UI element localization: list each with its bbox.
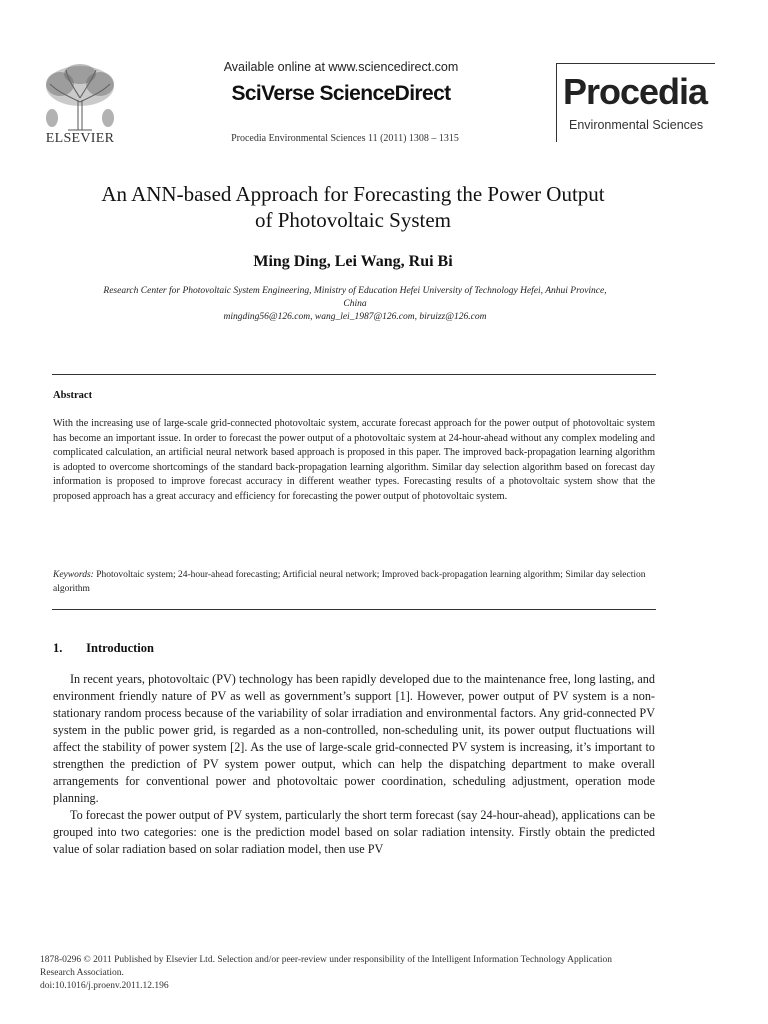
- paper-title-line: of Photovoltaic System: [255, 208, 451, 232]
- journal-citation: Procedia Environmental Sciences 11 (2011) 1308 – 1315: [231, 133, 459, 144]
- author-emails: mingding56@126.com, wang_lei_1987@126.com, biruizz@126.com: [223, 312, 487, 322]
- copyright-line: Research Association.: [40, 968, 124, 978]
- affiliation-line: Research Center for Photovoltaic System Engineering, Ministry of Education Hefei University of Technology Hefei, Anhui Province,: [103, 286, 607, 296]
- page-footer: [40, 954, 730, 993]
- paper-title-line: An ANN-based Approach for Forecasting the Power Output: [101, 182, 605, 206]
- journal-brand: Procedia: [563, 71, 708, 112]
- abstract-text: With the increasing use of large-scale grid-connected photovoltaic system, accurate forecast approach for the power output of photovoltaic system has become an important issue. In order to forecast the power output of a photovoltaic system at 24-hour-ahead without any complex modeling and complicated calculation, an artificial neural network based approach is proposed in this paper. The improved back-propagation learning algorithm is adopted to overcome shortcomings of the standard back-propagation learning algorithm. Similar day selection algorithm based on forecast day information is proposed to improve forecast accuracy in different weather types. Forecasting results of a photovoltaic system show that the proposed approach has a great accuracy and efficiency for forecasting the power output of photovoltaic system.: [53, 418, 655, 502]
- available-online-text: Available online at www.sciencedirect.com: [223, 60, 459, 74]
- keywords-block: [53, 569, 655, 596]
- keywords-label: Keywords:: [53, 570, 94, 580]
- introduction-paragraph: To forecast the power output of PV system, particularly the short term forecast (say 24-hour-ahead), applications can be grouped into two categories: one is the prediction model based on solar radiation intensity. Firstly obtain the predicted value of solar radiation based on solar radiation model, then use PV: [53, 808, 655, 856]
- introduction-paragraph: In recent years, photovoltaic (PV) technology has been rapidly developed due to the maintenance free, long lasting, and environment friendly nature of PV as well as government’s support [1]. However, power output of PV system is a non-stationary random process because of the variability of solar irradiation and environmental factors. Any grid-connected PV system in the public power grid, is regarded as a non-controlled, non-scheduling unit, its power output fluctuations will affect the stability of power system [2]. As the use of large-scale grid-connected PV system is increasing, it’s important to strengthen the prediction of PV system power output, which can help the dispatching department to make overall arrangements for conventional power and photovoltaic power coordination, scheduling adjustment, operation mode planning.: [53, 672, 655, 805]
- paper-authors: Ming Ding, Lei Wang, Rui Bi: [253, 253, 453, 270]
- paper-title: [40, 181, 666, 233]
- abstract-heading: Abstract: [53, 390, 93, 401]
- journal-brand-subtitle: Environmental Sciences: [569, 118, 704, 132]
- abstract-bottom-rule: [52, 609, 656, 610]
- section-number: 1.: [53, 641, 63, 655]
- abstract-top-rule: [52, 374, 656, 375]
- introduction-body: [53, 671, 655, 858]
- publisher-name: ELSEVIER: [45, 131, 115, 146]
- section-title: Introduction: [86, 641, 154, 655]
- platform-name: SciVerse ScienceDirect: [231, 82, 451, 105]
- affiliation-line: China: [343, 299, 367, 309]
- keywords-list: Photovoltaic system; 24-hour-ahead forecasting; Artificial neural network; Improved back-propagation learning algorithm; Similar day selection algorithm: [53, 570, 646, 594]
- author-affiliation: [50, 285, 660, 324]
- section-heading: [53, 641, 154, 656]
- copyright-line: 1878-0296 © 2011 Published by Elsevier Ltd. Selection and/or peer-review under responsibility of the Intelligent Information Technology Application: [40, 955, 613, 965]
- doi-link[interactable]: doi:10.1016/j.proenv.2011.12.196: [40, 981, 169, 991]
